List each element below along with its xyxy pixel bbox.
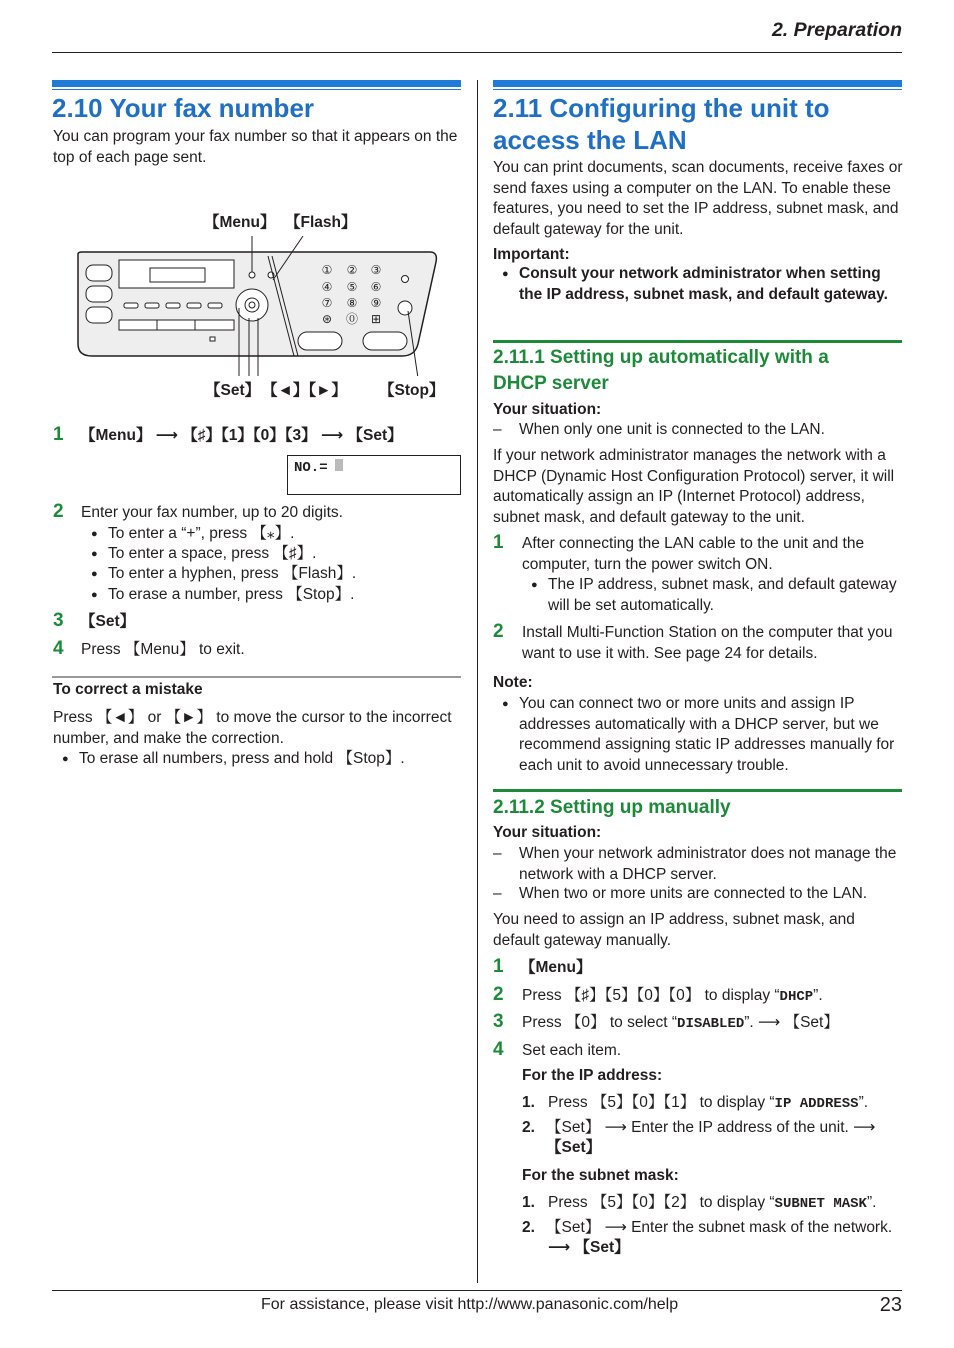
svg-text:⊛: ⊛ [321,312,333,326]
lcd-text: NO.= [294,460,328,476]
step-text: Enter your fax number, up to 20 digits. [81,504,343,521]
list-number: 2. [522,1119,535,1136]
svg-text:⑦: ⑦ [321,296,333,310]
bullet-item: ● To enter a space, press 【♯】. [108,544,316,565]
column-divider [477,80,478,1283]
set-label: 【Set】 [205,382,261,399]
section-title: 2.10 Your fax number [52,93,315,123]
arrow-keys-label: 【◄】【►】 [262,382,347,399]
display-code: SUBNET MASK [774,1196,867,1212]
step-text: After connecting the LAN cable to the unit and the computer, turn the power switch ON. [522,535,865,573]
text-part: ”. [858,1094,869,1111]
subsection-bar [493,789,902,792]
display-code: DHCP [779,989,814,1005]
svg-text:⑤: ⑤ [346,280,358,294]
step-number: 1 [493,956,504,977]
text-part: Press 【0】 to select “ [522,1014,678,1031]
svg-text:⑨: ⑨ [370,296,382,310]
svg-text:⊞: ⊞ [370,312,382,326]
important-label: Important: [493,246,570,263]
bullet-item: ● To enter a “+”, press 【⁎】. [108,524,295,545]
subheading: For the subnet mask: [522,1167,679,1184]
step-number: 3 [53,610,64,631]
note-text: ● You can connect two or more units and assign IP addresses automatically with a DHCP server, but we recommend assigning static IP addresses manually for each unit to avoid unnecessary trouble. [519,694,902,776]
step-number: 4 [493,1039,504,1060]
step-text: 【Menu】 [520,959,592,976]
cursor-block [335,459,343,471]
list-number: 2. [522,1219,535,1236]
step-number: 1 [53,424,64,445]
list-item: 【Set】 ⟶ Enter the subnet mask of the network. [546,1219,893,1236]
dash-icon: – [493,885,502,902]
text-part: Press 【5】【0】【2】 to display “ [548,1194,775,1211]
step-text [522,1013,839,1035]
svg-text:⑥: ⑥ [370,280,382,294]
step-text [522,986,823,1008]
step-number: 4 [53,638,64,659]
text-part: ”. ⟶ 【Set】 [744,1014,839,1031]
display-code: IP ADDRESS [774,1096,859,1112]
text-part: Press 【♯】【5】【0】【0】 to display “ [522,987,780,1004]
situation-text: When two or more units are connected to the LAN. [519,885,868,902]
text-part: Press 【5】【0】【1】 to display “ [548,1094,775,1111]
paragraph: Press 【◄】 or 【►】 to move the cursor to the incorrect number, and make the correction. [53,709,452,747]
svg-text:⑧: ⑧ [346,296,358,310]
bullet-item: ● To erase all numbers, press and hold 【Stop】. [79,749,405,770]
subheading: For the IP address: [522,1067,663,1084]
text-part: ”. [813,987,823,1004]
step-number: 3 [493,1011,504,1032]
intro-text: You can program your fax number so that it appears on the top of each page sent. [53,128,458,166]
situation-text: When your network administrator does not manage the network with a DHCP server. [519,845,897,883]
list-item [548,1193,876,1215]
list-item-cont: ⟶ 【Set】 [548,1239,630,1256]
bullet-item: ● To enter a hyphen, press 【Flash】. [108,564,356,585]
text-part: ”. [866,1194,877,1211]
stop-label: 【Stop】 [379,382,445,399]
list-item-cont: 【Set】 [546,1139,602,1156]
footer-help-text: For assistance, please visit http://www.panasonic.com/help [261,1296,679,1313]
dash-icon: – [493,421,502,438]
bullet-item: ● The IP address, subnet mask, and default gateway will be set automatically. [548,575,902,616]
divider [52,676,461,678]
header-rule [52,52,902,53]
footer-rule [52,1290,902,1291]
situation-label: Your situation: [493,824,602,841]
step-text: 【Menu】 ⟶ 【♯】【1】【0】【3】 ⟶ 【Set】 [80,427,403,444]
lcd-display [287,455,461,495]
step-text: 【Set】 [80,613,136,630]
paragraph: You need to assign an IP address, subnet mask, and default gateway manually. [493,911,855,949]
paragraph: If your network administrator manages the network with a DHCP (Dynamic Host Configuration Protocol) server, it will automatically assign an IP (Internet Protocol) address, subnet mask, and default gateway to the unit. [493,447,895,526]
section-bar [52,80,461,87]
subsection-title: 2.11.1 Setting up automatically with a [493,347,829,368]
list-item: 【Set】 ⟶ Enter the IP address of the unit. ⟶ [546,1119,876,1136]
list-number: 1. [522,1194,535,1211]
page-number: 23 [879,1294,902,1316]
flash-label: 【Flash】 [285,214,357,231]
display-code: DISABLED [677,1016,745,1032]
situation-label: Your situation: [493,401,602,418]
svg-text:⓪: ⓪ [345,312,359,326]
step-number: 2 [493,984,504,1005]
list-item [548,1093,868,1115]
section-bar-thin [493,89,902,90]
subsection-bar [493,340,902,343]
subsection-title: 2.11.2 Setting up manually [493,797,731,818]
list-number: 1. [522,1094,535,1111]
svg-text:②: ② [346,263,358,277]
step-number: 1 [493,532,504,553]
step-text: Set each item. [522,1042,622,1059]
svg-text:④: ④ [321,280,333,294]
section-bar-thin [52,89,461,90]
bullet-item: ● To erase a number, press 【Stop】. [108,585,354,606]
section-title-line2: access the LAN [493,125,687,155]
dash-icon: – [493,845,502,862]
step-number: 2 [493,621,504,642]
intro-text: You can print documents, scan documents, receive faxes or send faxes using a computer on the LAN. To enable these features, you need to set the IP address, subnet mask, and default gateway for the unit. [493,159,903,238]
section-bar [493,80,902,87]
step-text: Press 【Menu】 to exit. [81,641,245,658]
step-number: 2 [53,501,64,522]
important-text: ● Consult your network administrator when setting the IP address, subnet mask, and default gateway. [519,264,902,305]
step-text: Install Multi-Function Station on the computer that you want to use it with. See page 24 for details. [522,624,893,662]
svg-text:①: ① [321,263,333,277]
subsection-title-line2: DHCP server [493,373,609,394]
menu-label: 【Menu】 [204,214,276,231]
control-panel-illustration [72,236,442,376]
section-title: 2.11 Configuring the unit to [493,93,830,123]
situation-text: When only one unit is connected to the LAN. [519,421,825,438]
svg-text:③: ③ [370,263,382,277]
subheading: To correct a mistake [53,681,203,698]
note-label: Note: [493,674,533,691]
section-header: 2. Preparation [771,19,902,41]
